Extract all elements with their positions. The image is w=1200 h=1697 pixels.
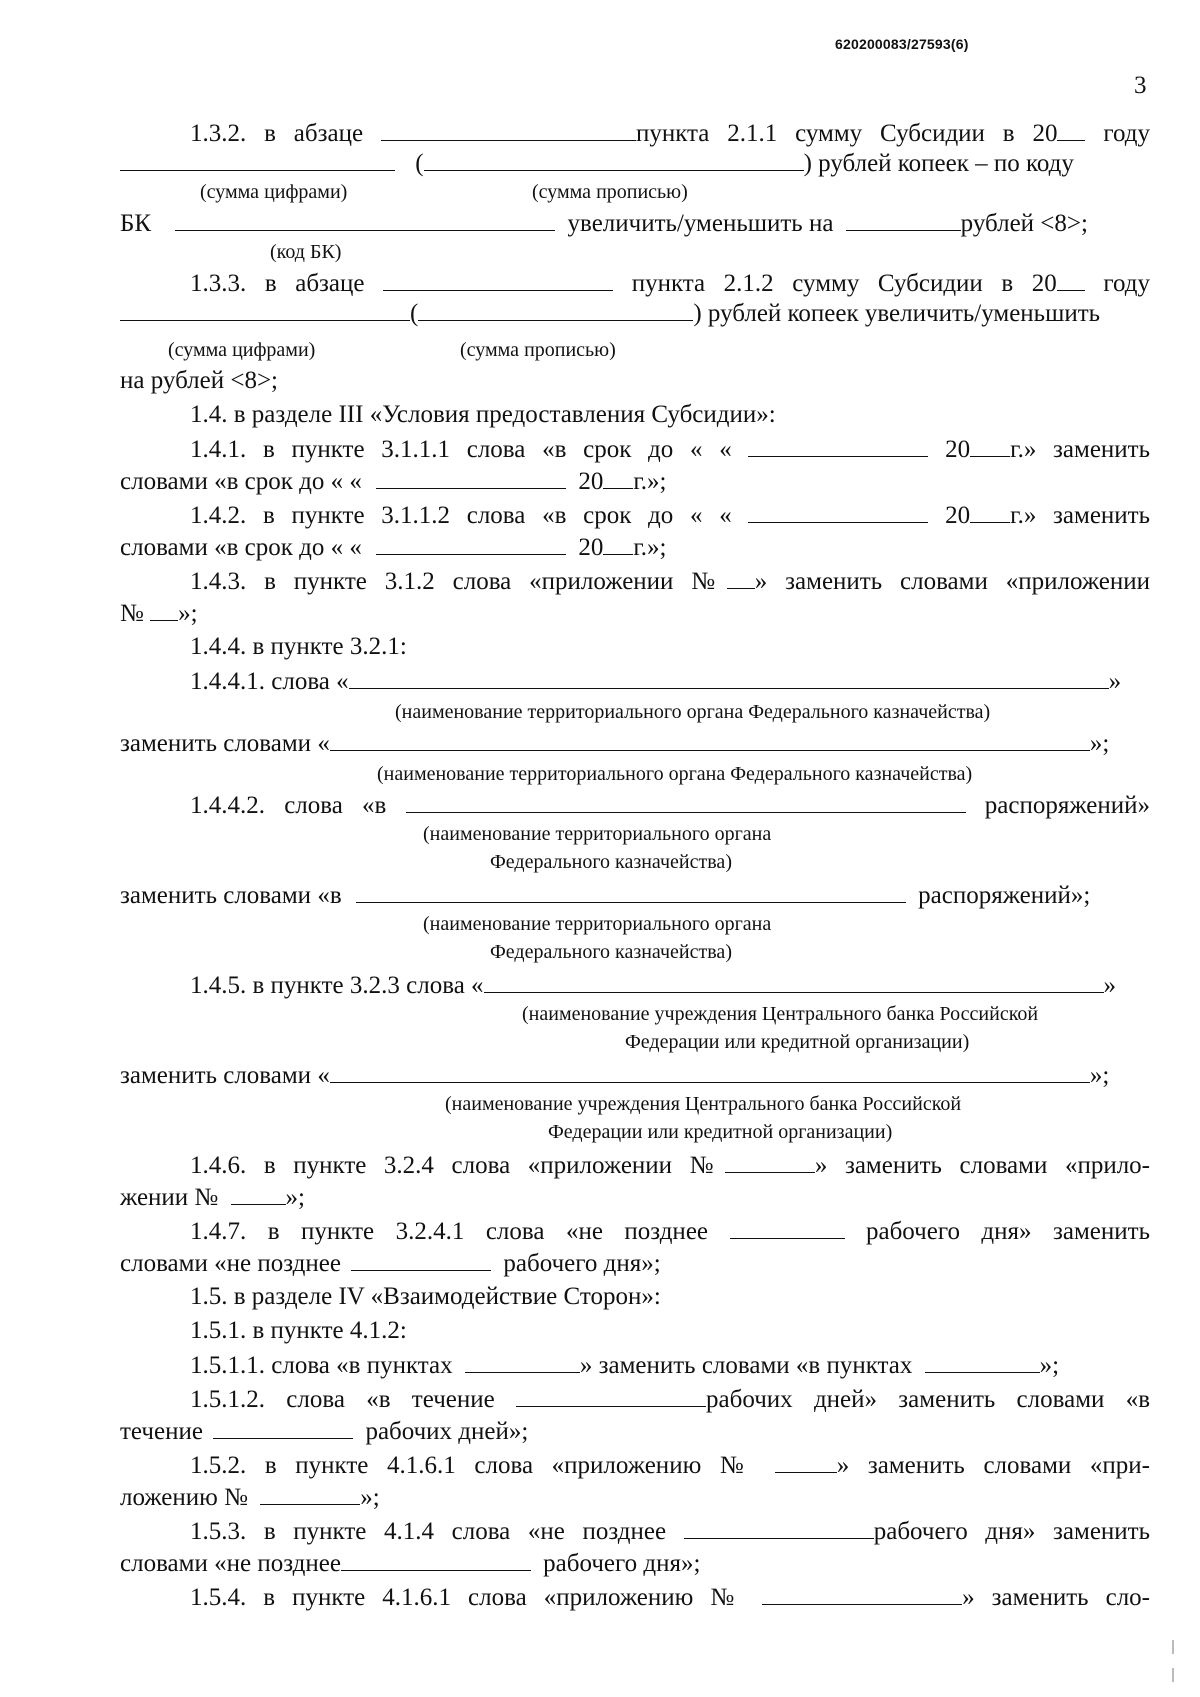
blank-field[interactable] xyxy=(1057,118,1085,141)
caption-bk-code: (код БК) xyxy=(270,241,342,263)
blank-field[interactable] xyxy=(970,434,1010,457)
blank-field[interactable] xyxy=(465,1350,580,1373)
clause-1-4-5-line1: 1.4.5. в пункте 3.2.3 слова « » xyxy=(190,972,1117,999)
caption-treasury-line2: Федерального казначейства) xyxy=(490,851,732,873)
bank-name-field[interactable] xyxy=(330,1060,1090,1083)
clause-1-4-1-line1: 1.4.1. в пункте 3.1.1.1 слова «в срок до « « 20 г.» заменить xyxy=(190,436,1151,463)
clause-1-5-2-line2: ложению № »; xyxy=(120,1484,380,1511)
blank-field[interactable] xyxy=(516,1384,706,1407)
clause-1-5-1-2-line1: 1.5.1.2. слова «в течение рабочих дней» заменить словами «в xyxy=(190,1386,1150,1413)
treasury-name-field[interactable] xyxy=(330,728,1090,751)
clause-1-4-4-2-line1: 1.4.4.2. слова «в распоряжений» xyxy=(190,792,1151,819)
bk-code-field[interactable] xyxy=(175,208,555,231)
blank-field[interactable] xyxy=(925,1350,1040,1373)
blank-field[interactable] xyxy=(1057,268,1085,291)
treasury-name-field[interactable] xyxy=(356,880,906,903)
caption-bank-line2: Федерации или кредитной организации) xyxy=(625,1031,970,1053)
caption-bank-line2: Федерации или кредитной организации) xyxy=(548,1121,893,1143)
clause-1-4: 1.4. в разделе III «Условия предоставления Субсидии»: xyxy=(190,401,776,428)
blank-field[interactable] xyxy=(727,566,755,589)
caption-sum-words: (сумма прописью) xyxy=(460,339,616,361)
clause-1-5-4-line1: 1.5.4. в пункте 4.1.6.1 слова «приложению № » заменить сло- xyxy=(190,1584,1151,1611)
clause-1-5-3-line1: 1.5.3. в пункте 4.1.4 слова «не позднее рабочего дня» заменить xyxy=(190,1518,1150,1545)
clause-1-5-2-line1: 1.5.2. в пункте 4.1.6.1 слова «приложению № » заменить словами «при- xyxy=(190,1452,1151,1479)
blank-field[interactable] xyxy=(213,1416,353,1439)
sum-digits-field[interactable] xyxy=(120,298,410,321)
sum-words-field[interactable] xyxy=(424,148,804,171)
clause-1-4-3-line1: 1.4.3. в пункте 3.1.2 слова «приложении № » заменить словами «приложении xyxy=(190,568,1150,595)
clause-1-3-3-line1: 1.3.3. в абзаце пункта 2.1.2 сумму Субсидии в 20 году xyxy=(190,270,1151,297)
clause-1-4-2-line1: 1.4.2. в пункте 3.1.1.2 слова «в срок до « « 20 г.» заменить xyxy=(190,502,1151,529)
blank-field[interactable] xyxy=(970,500,1010,523)
caption-bank-line1: (наименование учреждения Центрального банка Российской xyxy=(445,1093,962,1115)
clause-1-4-2-line2: словами «в срок до « « 20 г.»; xyxy=(120,534,667,561)
clause-1-4-7-line2: словами «не позднее рабочего дня»; xyxy=(120,1250,661,1277)
blank-field[interactable] xyxy=(603,466,633,489)
blank-field[interactable] xyxy=(748,500,928,523)
clause-1-4-4-1-line1: 1.4.4.1. слова « » xyxy=(190,668,1122,695)
clause-1-4-4-2-line2: заменить словами «в распоряжений»; xyxy=(120,882,1091,909)
clause-1-4-4: 1.4.4. в пункте 3.2.1: xyxy=(190,633,407,660)
clause-1-3-2-line1: 1.3.2. в абзаце пункта 2.1.1 сумму Субсидии в 20 году xyxy=(190,120,1150,147)
clause-1-5-1-1: 1.5.1.1. слова «в пунктах » заменить словами «в пунктах »; xyxy=(190,1352,1060,1379)
caption-treasury: (наименование территориального органа Федерального казначейства) xyxy=(395,701,991,723)
caption-sum-digits: (сумма цифрами) xyxy=(200,181,348,203)
blank-field[interactable] xyxy=(381,118,636,141)
caption-bank-line1: (наименование учреждения Центрального банка Российской xyxy=(522,1003,1039,1025)
blank-field[interactable] xyxy=(231,1182,286,1205)
bank-name-field[interactable] xyxy=(484,970,1104,993)
clause-1-3-3-line3: на рублей <8>; xyxy=(120,367,279,394)
caption-treasury-line2: Федерального казначейства) xyxy=(490,941,732,963)
blank-field[interactable] xyxy=(775,1450,837,1473)
clause-1-3-2-line2: ( ) рублей копеек – по коду xyxy=(120,148,1150,179)
page-number: 3 xyxy=(1134,72,1147,99)
blank-field[interactable] xyxy=(260,1482,360,1505)
clause-1-4-1-line2: словами «в срок до « « 20 г.»; xyxy=(120,468,667,495)
blank-field[interactable] xyxy=(748,434,928,457)
blank-field[interactable] xyxy=(684,1516,874,1539)
blank-field[interactable] xyxy=(762,1582,962,1605)
sum-words-field[interactable] xyxy=(418,298,693,321)
scan-artifact xyxy=(1172,1640,1174,1654)
document-number: 620200083/27593(6) xyxy=(835,36,969,52)
blank-field[interactable] xyxy=(376,532,566,555)
blank-field[interactable] xyxy=(376,466,566,489)
caption-sum-words: (сумма прописью) xyxy=(532,181,688,203)
clause-1-5: 1.5. в разделе IV «Взаимодействие Сторон»: xyxy=(190,1283,661,1310)
blank-field[interactable] xyxy=(730,1216,845,1239)
blank-field[interactable] xyxy=(603,532,633,555)
clause-1-4-5-line2: заменить словами « »; xyxy=(120,1062,1110,1089)
blank-field[interactable] xyxy=(341,1548,531,1571)
treasury-name-field[interactable] xyxy=(349,666,1109,689)
clause-1-5-1: 1.5.1. в пункте 4.1.2: xyxy=(190,1317,407,1344)
treasury-name-field[interactable] xyxy=(406,790,966,813)
caption-treasury-line1: (наименование территориального органа xyxy=(423,913,772,935)
clause-1-4-6-line1: 1.4.6. в пункте 3.2.4 слова «приложении № » заменить словами «прило- xyxy=(190,1152,1150,1179)
blank-field[interactable] xyxy=(846,208,961,231)
caption-sum-digits: (сумма цифрами) xyxy=(168,339,316,361)
caption-treasury: (наименование территориального органа Федерального казначейства) xyxy=(377,763,973,785)
clause-1-3-2-line3: БК увеличить/уменьшить на рублей <8>; xyxy=(120,210,1088,237)
sum-digits-field[interactable] xyxy=(120,148,395,171)
clause-1-4-4-1-line2: заменить словами « »; xyxy=(120,730,1110,757)
clause-1-3-3-line2: ( ) рублей копеек увеличить/уменьшить xyxy=(120,298,1150,329)
scan-artifact xyxy=(1172,1668,1174,1682)
clause-1-4-6-line2: жении № »; xyxy=(120,1184,305,1211)
blank-field[interactable] xyxy=(351,1248,491,1271)
blank-field[interactable] xyxy=(150,598,178,621)
clause-1-4-7-line1: 1.4.7. в пункте 3.2.4.1 слова «не позднее рабочего дня» заменить xyxy=(190,1218,1150,1245)
blank-field[interactable] xyxy=(383,268,613,291)
blank-field[interactable] xyxy=(725,1150,815,1173)
caption-treasury-line1: (наименование территориального органа xyxy=(423,823,772,845)
clause-1-5-3-line2: словами «не позднее рабочего дня»; xyxy=(120,1550,701,1577)
clause-1-4-3-line2: № »; xyxy=(120,600,198,627)
clause-1-5-1-2-line2: течение рабочих дней»; xyxy=(120,1418,529,1445)
